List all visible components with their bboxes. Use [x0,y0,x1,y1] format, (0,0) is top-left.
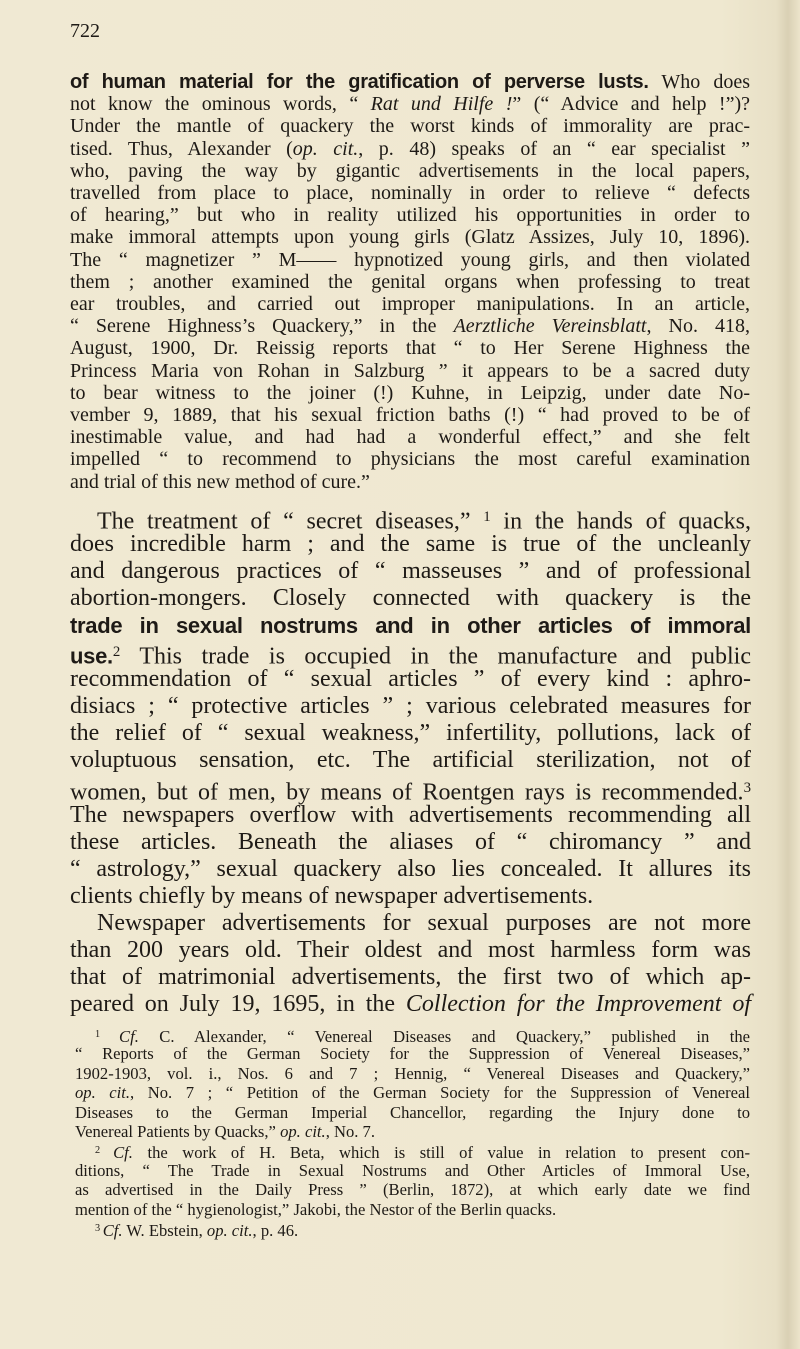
footnote-marker: 2 [95,1145,114,1157]
text-segment: Collection for the Improvement of [405,990,751,1017]
footnote-marker: 3 [95,1223,103,1234]
text-segment: tised. Thus, Alexander ( [70,137,293,160]
footnote-marker: 1 [95,1029,120,1040]
text-segment: of hearing,” but who in reality utilized his opportunities in order to [70,204,750,227]
text-segment: not know the ominous words, “ [70,93,371,116]
text-line [75,1122,750,1141]
text-line [70,271,750,293]
text-segment: that of matrimonial advertisements, the first two of which ap- [70,963,751,990]
text-line [70,293,750,315]
text-line [70,404,750,426]
text-segment: Under the mantle of quackery the worst kinds of immorality are prac- [70,115,750,138]
text-line [70,471,750,493]
text-segment: “ Serene Highness’s Quackery,” in the [70,315,454,338]
text-segment: and trial of this new method of cure.” [70,470,370,493]
text-segment: Venereal Patients by Quacks,” [75,1122,281,1141]
text-line [75,1064,750,1083]
text-line [97,504,751,535]
text-segment: C. Alexander, “ Venereal Diseases and Quackery,” published in the [138,1027,750,1047]
text-segment: “ astrology,” sexual quackery also lies concealed. It allures its [70,855,751,882]
text-line [70,315,750,337]
text-segment: in the hands of quacks, [490,508,751,535]
text-segment: Who does [648,71,750,93]
text-segment: ditions, “ The Trade in Sexual Nostrums and Other Articles of Immoral Use, [75,1160,750,1180]
text-segment: W. Ebstein, [122,1221,207,1241]
text-segment: Cf. [102,1221,123,1241]
text-segment: The treatment of “ secret diseases,” [97,508,484,535]
text-line [70,585,751,612]
text-line [70,204,750,226]
text-line [70,964,751,991]
text-segment: travelled from place to place, nominally in order to relieve “ defects [70,182,750,204]
text-segment: Cf. [119,1027,139,1047]
text-segment: and dangerous practices of “ masseuses ” and of professional [70,558,751,585]
text-line [70,802,751,829]
text-segment: them ; another examined the genital organs when professing to treat [70,270,750,293]
footnote-marker: 1 [483,509,491,525]
text-line [70,693,751,720]
text-segment: of human material for the gratification of perverse lusts. [70,71,649,93]
page-number: 722 [70,20,100,42]
text-line [70,360,750,382]
text-segment: op. cit. [280,1122,326,1141]
text-line [75,1180,750,1199]
text-segment: Rat und Hilfe ! [370,93,513,116]
text-segment: , No. 7. [325,1122,376,1141]
text-segment: , p. 46. [252,1221,299,1241]
text-segment: the work of H. Beta, which is still of value in relation to present con- [132,1143,750,1163]
text-segment: impelled “ to recommend to physicians the most careful examination [70,448,750,471]
text-line [95,1141,750,1163]
text-line [70,337,750,359]
text-segment: August, 1900, Dr. Reissig reports that “ to Her Serene Highness the [70,337,750,360]
text-segment: clients chiefly by means of newspaper advertisements. [70,882,594,909]
text-line [70,382,750,404]
text-segment: peared on July 19, 1695, in the [70,990,406,1017]
text-segment: disiacs ; “ protective articles ” ; various celebrated measures for [70,693,751,720]
text-segment: , p. 48) speaks of an “ ear specialist ” [358,137,750,160]
text-segment: Cf. [113,1143,133,1163]
text-segment: women, but of men, by means of Roentgen rays is recommended. [70,778,744,805]
text-line [97,910,751,937]
text-line [70,426,750,448]
text-segment: op. cit. [75,1083,131,1103]
text-segment: Princess Maria von Rohan in Salzburg ” it appears to be a sacred duty [70,359,750,382]
text-line [70,775,751,805]
text-line [75,1161,750,1180]
text-line [70,883,751,910]
text-segment: voluptuous sensation, etc. The artificial sterilization, not of [70,747,751,774]
text-line [75,1103,750,1122]
text-segment: abortion-mongers. Closely connected with quackery is the [70,585,751,612]
text-line [75,1200,750,1219]
text-segment: who, paving the way by gigantic advertisements in the local papers, [70,159,750,182]
text-segment: Diseases to the German Imperial Chancellor, regarding the Injury done to [75,1102,750,1122]
text-line [70,249,750,271]
text-segment: op. cit. [206,1221,253,1241]
text-line [70,991,751,1018]
text-line [70,720,751,747]
text-segment: than 200 years old. Their oldest and most harmless form was [70,936,751,963]
text-line [70,937,751,964]
text-segment: “ Reports of the German Society for the Suppression of Venereal Diseases,” [75,1044,750,1064]
text-segment: does incredible harm ; and the same is true of the uncleanly [70,531,751,558]
text-line [70,448,750,470]
text-line [70,856,751,883]
text-segment: 1902-1903, vol. i., Nos. 6 and 7 ; Hennig, “ Venereal Diseases and Quackery,” [75,1063,750,1083]
text-segment: as advertised in the Daily Press ” (Berlin, 1872), at which early date we find [75,1180,750,1200]
text-segment: trade in sexual nostrums and in other articles of immoral [70,613,751,639]
text-line [70,138,750,160]
text-segment: make immoral attempts upon young girls (Glatz Assizes, July 10, 1896). [70,226,750,249]
text-line [70,160,750,182]
text-segment: Newspaper advertisements for sexual purposes are not more [97,909,751,936]
text-line [70,666,751,693]
text-line [70,226,750,248]
text-segment: Aerztliche Vereinsblatt [453,315,647,338]
text-segment: inestimable value, and had had a wonderful effect,” and she felt [70,426,750,449]
text-line [70,71,750,93]
text-segment: op. cit. [292,137,359,160]
footnote-marker: 2 [112,644,121,661]
text-line [70,639,751,670]
text-line [75,1044,750,1063]
text-segment: use. [70,643,113,669]
text-segment: ear troubles, and carried out improper manipulations. In an article, [70,293,750,315]
text-segment: vember 9, 1889, that his sexual friction baths (!) “ had proved to be of [70,404,750,426]
text-segment: these articles. Beneath the aliases of “ chiromancy ” and [70,828,751,855]
text-segment: recommendation of “ sexual articles ” of every kind : aphro- [70,666,751,693]
text-line [75,1083,750,1102]
text-line [70,182,750,204]
text-segment: to bear witness to the joiner (!) Kuhne, in Leipzig, under date No- [70,381,750,404]
text-segment: mention of the “ hygienologist,” Jakobi, the Nestor of the Berlin quacks. [75,1199,557,1219]
text-segment: ” (“ Advice and help !”)? [512,93,750,116]
text-segment: , No. 418, [646,315,750,338]
text-line [95,1219,750,1241]
text-line [70,558,751,585]
text-segment: The “ magnetizer ” M—— hypnotized young girls, and then violated [70,248,750,271]
text-line [95,1025,750,1047]
text-line [70,829,751,856]
text-segment: The newspapers overflow with advertisements recommending all [70,801,751,828]
text-segment: This trade is occupied in the manufacture and public [120,643,751,670]
text-line [70,612,751,639]
text-line [70,93,750,115]
text-line [70,747,751,774]
text-line [70,115,750,137]
text-segment: the relief of “ sexual weakness,” infertility, pollutions, lack of [70,720,751,747]
text-line [70,531,751,558]
text-segment: , No. 7 ; “ Petition of the German Society for the Suppression of Venereal [130,1083,750,1103]
footnote-marker: 3 [743,779,751,796]
